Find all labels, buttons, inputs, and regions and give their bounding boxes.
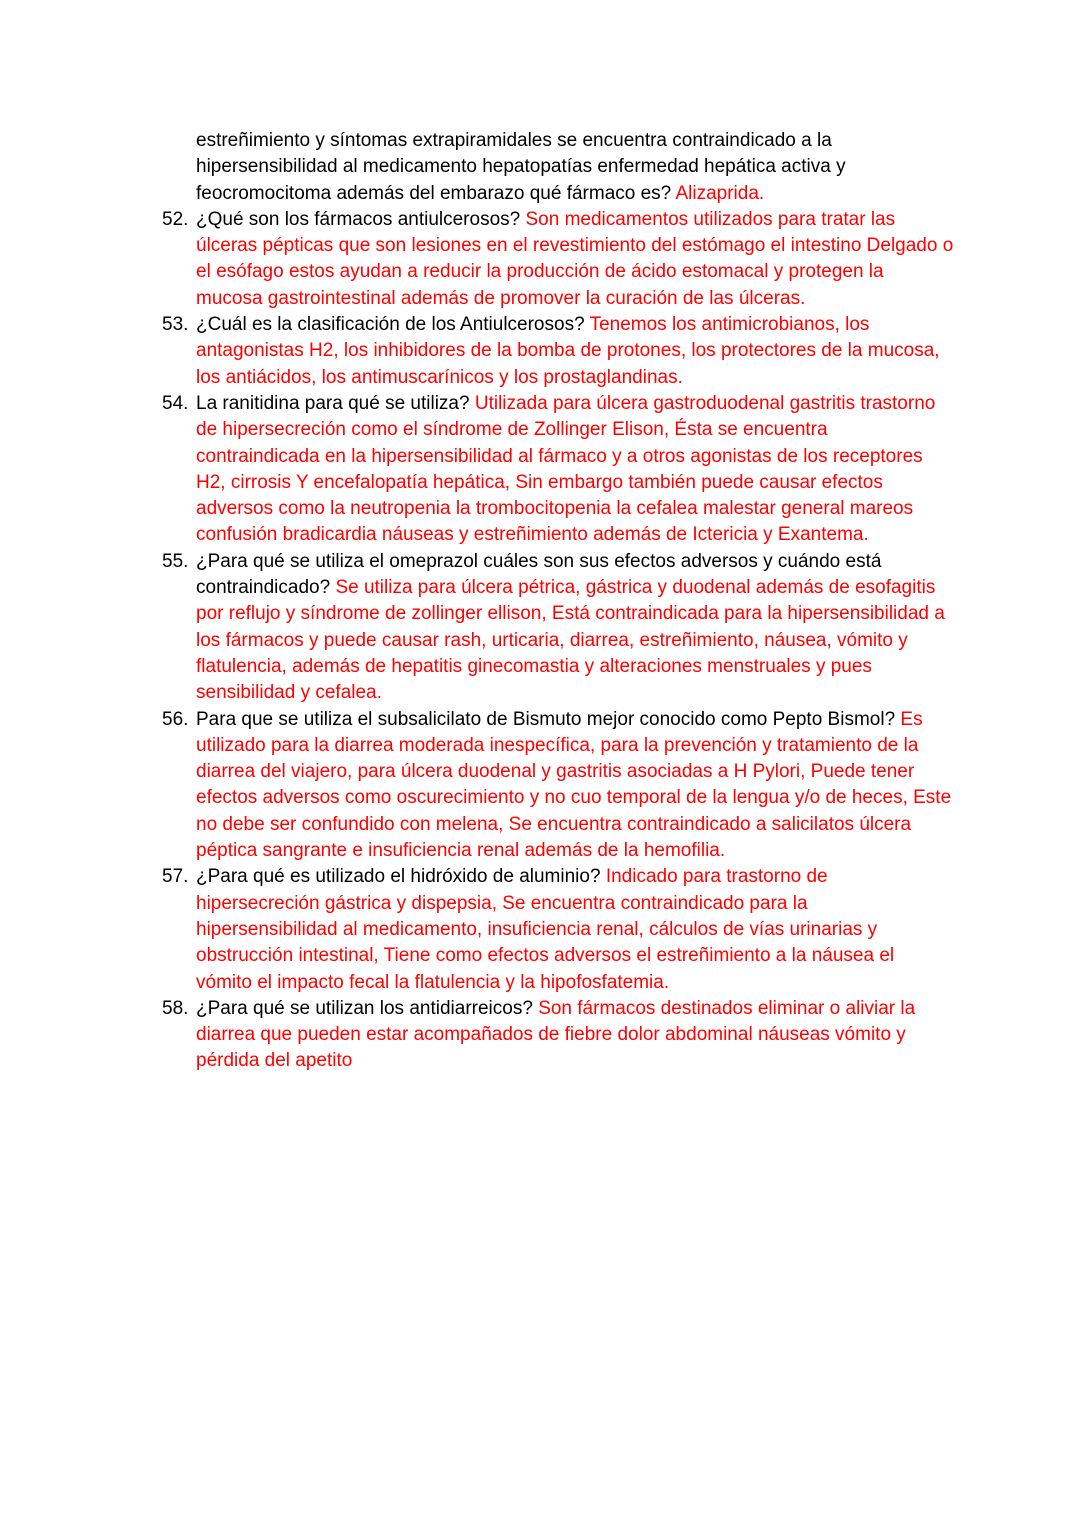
item-number: 52. bbox=[162, 208, 189, 230]
answer-text: Tenemos los antimicrobianos, los antagonistas H2, los inhibidores de la bomba de protones, los protectores de la mucosa, los antiácidos, los antimuscarínicos y los prostaglandinas. bbox=[196, 314, 940, 388]
question-text: ¿Para qué es utilizado el hidróxido de aluminio? bbox=[196, 866, 601, 888]
answer-text: Es utilizado para la diarrea moderada inespecífica, para la prevención y tratamiento de la diarrea del viajero, para úlcera duodenal y gastritis asociadas a H Pylori, Puede tener efectos adversos como oscurecimiento y no cuo temporal de la lengua y/o de heces, Este no debe ser confundido con melena, Se encuentra contraindicado a salicilatos úlcera péptica sangrante e insuficiencia renal además de la hemofilia. bbox=[196, 708, 952, 862]
item-number: 58. bbox=[162, 997, 189, 1019]
list-item-53 bbox=[0, 312, 954, 391]
question-text: ¿Qué son los fármacos antiulcerosos? bbox=[196, 208, 521, 230]
item-number: 57. bbox=[162, 866, 189, 888]
question-text: Para que se utiliza el subsalicilato de Bismuto mejor conocido como Pepto Bismol? bbox=[196, 708, 896, 730]
list-item-58 bbox=[0, 996, 954, 1075]
item-number: 56. bbox=[162, 708, 189, 730]
list-item-52 bbox=[0, 207, 954, 312]
question-text: ¿Cuál es la clasificación de los Antiulcerosos? bbox=[196, 314, 585, 336]
answer-text: Alizaprida. bbox=[675, 182, 765, 204]
question-text: ¿Para qué se utilizan los antidiarreicos? bbox=[196, 997, 533, 1019]
answer-text: Son medicamentos utilizados para tratar las úlceras pépticas que son lesiones en el revestimiento del estómago el intestino Delgado o el esófago estos ayudan a reducir la producción de ácido estomacal y protegen la mucosa gastrointestinal además de promover la curación de las úlceras. bbox=[196, 208, 954, 309]
answer-text: Indicado para trastorno de hipersecreción gástrica y dispepsia, Se encuentra contraindicado para la hipersensibilidad al medicamento, insuficiencia renal, cálculos de vías urinarias y obstrucción intestinal, Tiene como efectos adversos el estreñimiento a la náusea el vómito el impacto fecal la flatulencia y la hipofosfatemia. bbox=[196, 866, 895, 993]
document-page bbox=[0, 128, 1080, 1075]
question-text: ¿Para qué se utiliza el omeprazol cuáles son sus efectos adversos y cuándo está contraindicado? bbox=[196, 550, 882, 599]
item-number: 54. bbox=[162, 392, 189, 414]
answer-text: Se utiliza para úlcera pétrica, gástrica y duodenal además de esofagitis por reflujo y síndrome de zollinger ellison, Está contraindicada para la hipersensibilidad a los fármacos y puede causar rash, urticaria, diarrea, estreñimiento, náusea, vómito y flatulencia, además de hepatitis ginecomastia y alteraciones menstruales y pues sensibilidad y cefalea. bbox=[196, 577, 945, 704]
list-item-55 bbox=[0, 549, 954, 707]
answer-text: Son fármacos destinados eliminar o aliviar la diarrea que pueden estar acompañados de fiebre dolor abdominal náuseas vómito y pérdida del apetito bbox=[196, 997, 916, 1072]
item-number: 55. bbox=[162, 550, 189, 572]
answer-text: Utilizada para úlcera gastroduodenal gastritis trastorno de hipersecreción como el síndrome de Zollinger Elison, Ésta se encuentra contraindicada en la hipersensibilidad al fármaco y a otros agonistas de los receptores H2, cirrosis Y encefalopatía hepática, Sin embargo también puede causar efectos adversos como la neutropenia la trombocitopenia la cefalea malestar general mareos confusión bradicardia náuseas y estreñimiento además de Ictericia y Exantema. bbox=[196, 392, 936, 546]
list-item-54 bbox=[0, 391, 954, 549]
list-item-57 bbox=[0, 864, 954, 995]
item-number: 53. bbox=[162, 314, 189, 336]
list-item-51-continuation bbox=[0, 128, 954, 207]
question-text: La ranitidina para qué se utiliza? bbox=[196, 392, 470, 414]
list-item-56 bbox=[0, 707, 954, 865]
question-text: estreñimiento y síntomas extrapiramidales se encuentra contraindicado a la hipersensibilidad al medicamento hepatopatías enfermedad hepática activa y feocromocitoma además del embarazo qué fármaco es? bbox=[196, 130, 846, 204]
